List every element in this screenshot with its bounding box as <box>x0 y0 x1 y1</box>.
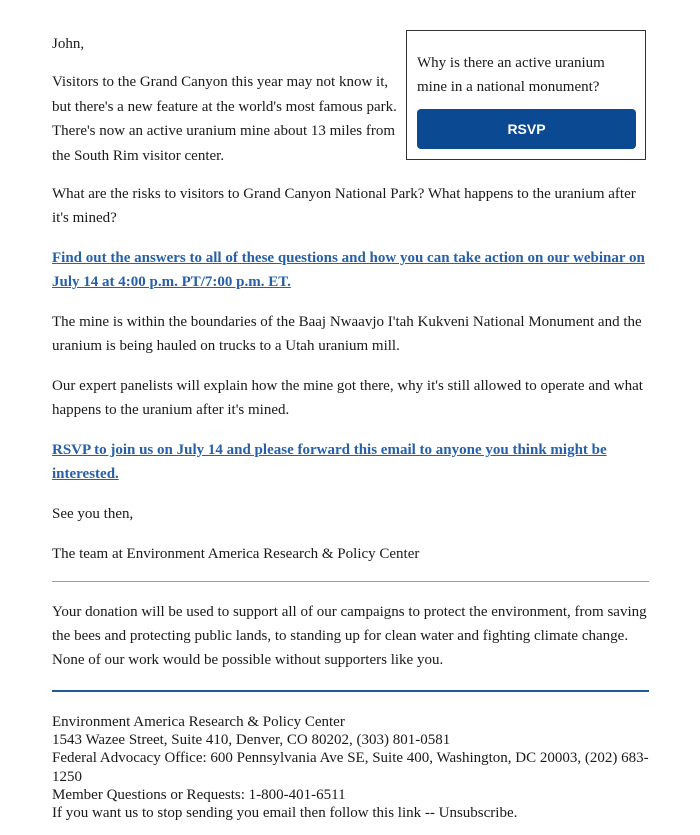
panelists-paragraph: Our expert panelists will explain how the mine got there, why it's still allowed to operate and what happens to the uranium after it's mined. <box>52 378 643 418</box>
footer-address: 1543 Wazee Street, Suite 410, Denver, CO 80202, (303) 801-0581 <box>52 732 451 749</box>
footer-federal-office: Federal Advocacy Office: 600 Pennsylvania Ave SE, Suite 400, Washington, DC 20003, (202) 683-1250 <box>52 750 649 785</box>
signoff: See you then, <box>52 506 134 522</box>
footer-org-name: Environment America Research & Policy Center <box>52 714 345 730</box>
webinar-paragraph <box>52 246 649 294</box>
rsvp-button[interactable]: RSVP <box>417 109 636 149</box>
intro-paragraph: Visitors to the Grand Canyon this year may not know it, but there's a new feature at the world's most famous park. There's now an active uranium mine about 13 miles from the South Rim visitor center. <box>52 74 397 164</box>
footer <box>52 713 649 822</box>
footer-unsubscribe[interactable]: If you want us to stop sending you email then follow this link -- Unsubscribe. <box>52 805 518 822</box>
email-content <box>52 182 649 582</box>
footer-member-questions: Member Questions or Requests: 1-800-401-6511 <box>52 786 346 803</box>
gray-divider <box>52 581 649 582</box>
rsvp-link[interactable]: RSVP to join us on July 14 and please forward this email to anyone you think might be interested. <box>52 442 607 482</box>
webinar-link[interactable]: Find out the answers to all of these questions and how you can take action on our webinar on July 14 at 4:00 p.m. PT/7:00 p.m. ET. <box>52 250 645 290</box>
rsvp-paragraph <box>52 438 649 486</box>
risks-paragraph: What are the risks to visitors to Grand Canyon National Park? What happens to the uranium after it's mined? <box>52 186 636 226</box>
donation-paragraph: Your donation will be used to support all of our campaigns to protect the environment, from saving the bees and protecting public lands, to standing up for clean water and fighting climate change. None of our work would be possible without supporters like you. <box>52 604 647 668</box>
mine-location-paragraph: The mine is within the boundaries of the Baaj Nwaavjo I'tah Kukveni National Monument and the uranium is being hauled on trucks to a Utah uranium mill. <box>52 314 642 354</box>
signature: The team at Environment America Research & Policy Center <box>52 546 420 562</box>
greeting: John, <box>52 36 85 52</box>
blue-divider <box>52 690 649 692</box>
rsvp-callout-box <box>406 30 646 160</box>
callout-question: Why is there an active uranium mine in a national monument? <box>417 55 605 95</box>
